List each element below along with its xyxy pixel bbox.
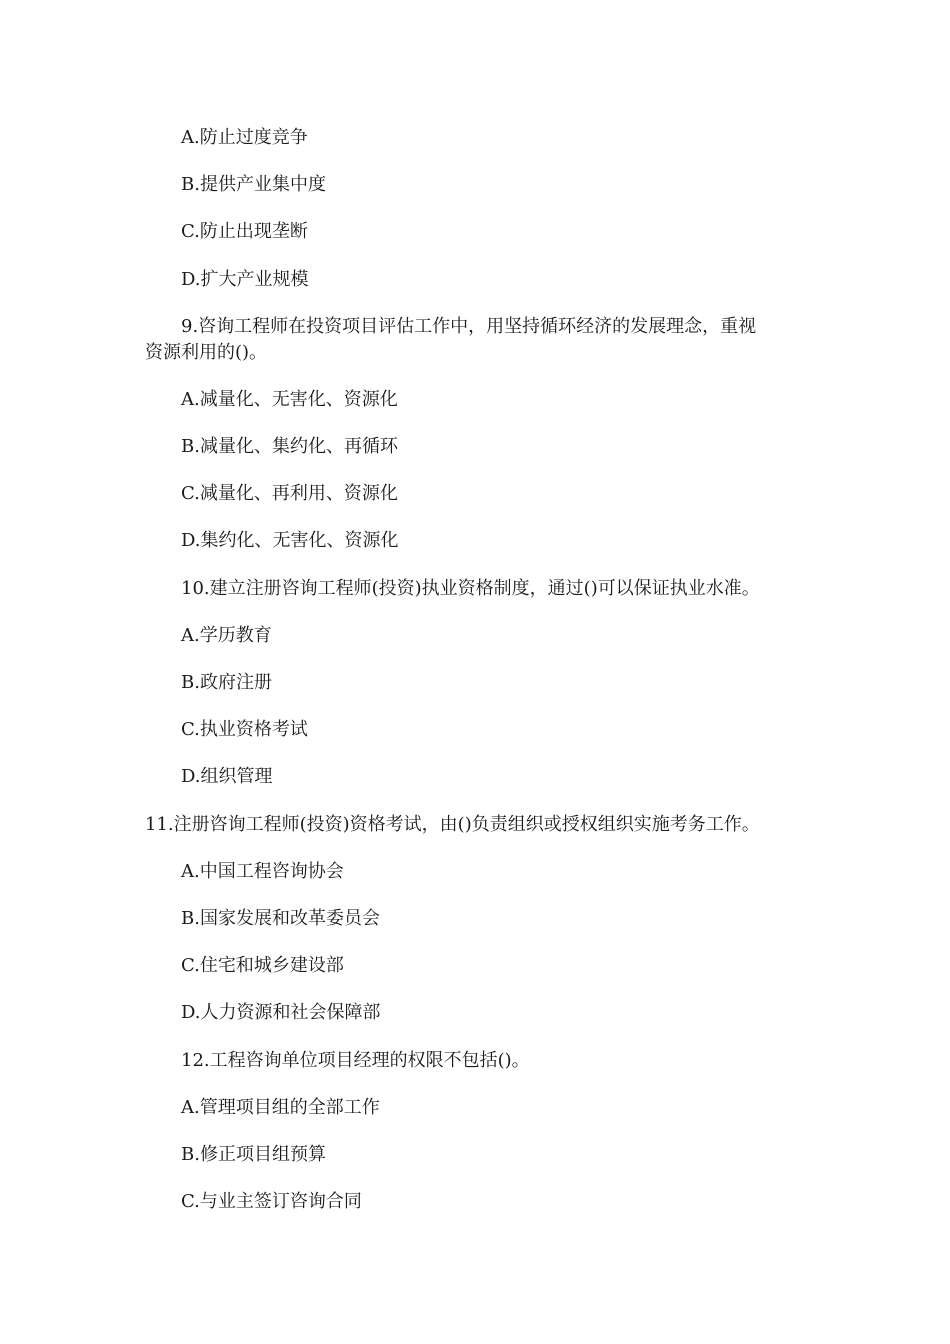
q12-option-b: B.修正项目组预算: [181, 1144, 326, 1165]
q11-option-d: D.人力资源和社会保障部: [181, 1002, 381, 1023]
q12-option-a: A.管理项目组的全部工作: [181, 1097, 380, 1118]
q10-option-b: B.政府注册: [181, 672, 272, 693]
q11-option-c: C.住宅和城乡建设部: [181, 955, 344, 976]
q8-option-a: A.防止过度竞争: [181, 127, 308, 148]
q9-option-c: C.减量化、再利用、资源化: [181, 483, 398, 504]
q9-option-b: B.减量化、集约化、再循环: [181, 436, 398, 457]
q12-option-c: C.与业主签订咨询合同: [181, 1191, 362, 1212]
q8-option-c: C.防止出现垄断: [181, 221, 308, 242]
q12-stem: 12.工程咨询单位项目经理的权限不包括()。: [181, 1050, 530, 1071]
q10-option-d: D.组织管理: [181, 766, 273, 787]
q8-option-d: D.扩大产业规模: [181, 269, 309, 290]
q10-stem: 10.建立注册咨询工程师(投资)执业资格制度，通过()可以保证执业水准。: [181, 578, 760, 599]
q10-option-c: C.执业资格考试: [181, 719, 308, 740]
q11-stem: 11.注册咨询工程师(投资)资格考试，由()负责组织或授权组织实施考务工作。: [145, 814, 760, 835]
q10-option-a: A.学历教育: [181, 625, 272, 646]
q8-option-b: B.提供产业集中度: [181, 174, 326, 195]
q11-option-a: A.中国工程咨询协会: [181, 861, 344, 882]
q9-stem-line2: 资源利用的()。: [145, 342, 268, 363]
q9-option-d: D.集约化、无害化、资源化: [181, 530, 399, 551]
q9-stem-line1: 9.咨询工程师在投资项目评估工作中，用坚持循环经济的发展理念，重视: [181, 316, 757, 337]
q9-option-a: A.减量化、无害化、资源化: [181, 389, 398, 410]
q11-option-b: B.国家发展和改革委员会: [181, 908, 380, 929]
